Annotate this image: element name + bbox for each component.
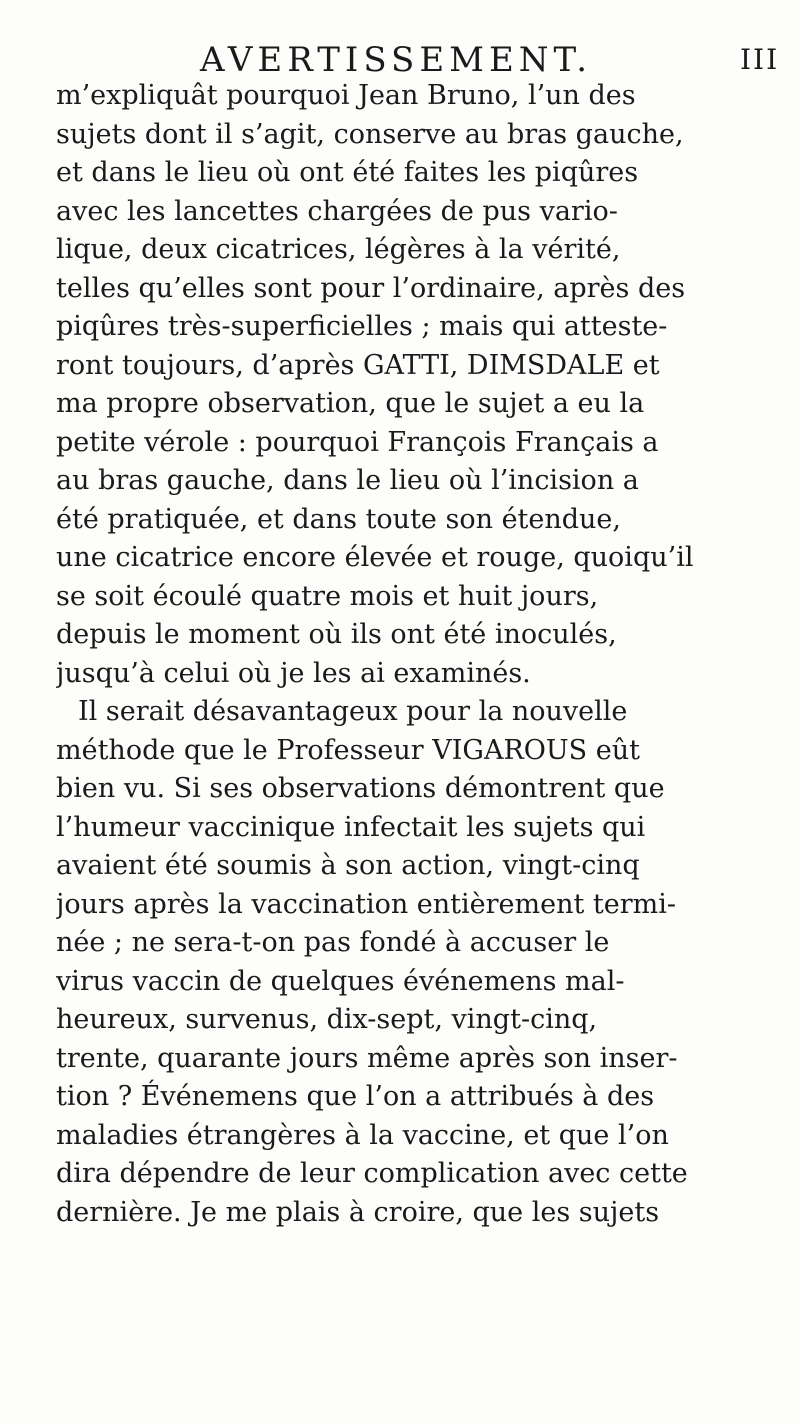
text-line: petite vérole : pourquoi François Français a xyxy=(56,426,659,458)
text-line: l’humeur vaccinique infectait les sujets qui xyxy=(56,811,646,843)
text-line: née ; ne sera-t-on pas fondé à accuser le xyxy=(56,927,610,958)
body-text xyxy=(56,77,756,1232)
text-line: dira dépendre de leur complication avec cette xyxy=(56,1158,688,1189)
text-line: au bras gauche, dans le lieu où l’incision a xyxy=(56,465,639,496)
text-line: telles qu’elles sont pour l’ordinaire, après des xyxy=(56,272,686,304)
running-head xyxy=(0,40,800,80)
text-line: trente, quarante jours même après son inser- xyxy=(56,1042,678,1074)
text-line: jusqu’à celui où je les ai examinés. xyxy=(56,657,531,689)
text-line: été pratiquée, et dans toute son étendue, xyxy=(56,503,621,535)
text-line: avaient été soumis à son action, vingt-cinq xyxy=(56,850,640,881)
text-line: sujets dont il s’agit, conserve au bras gauche, xyxy=(56,118,684,150)
running-title: AVERTISSEMENT. xyxy=(200,40,593,80)
text-line: se soit écoulé quatre mois et huit jours, xyxy=(56,580,599,612)
page-number: III xyxy=(740,43,780,76)
text-line: jours après la vaccination entièrement termi- xyxy=(56,888,677,920)
text-line: m’expliquât pourquoi Jean Bruno, l’un des xyxy=(56,80,636,111)
text-line: ma propre observation, que le sujet a eu la xyxy=(56,388,645,419)
text-line: et dans le lieu où ont été faites les piqûres xyxy=(56,157,639,188)
text-line: virus vaccin de quelques événemens mal- xyxy=(56,965,625,997)
text-line: méthode que le Professeur VIGAROUS eût xyxy=(56,734,640,766)
text-line: piqûres très-superficielles ; mais qui atteste- xyxy=(56,311,668,342)
paragraph-first-line: Il serait désavantageux pour la nouvelle xyxy=(78,696,628,727)
text-line: depuis le moment où ils ont été inoculés, xyxy=(56,619,617,650)
text-line: une cicatrice encore élevée et rouge, quoiqu’il xyxy=(56,542,694,573)
text-line: tion ? Événemens que l’on a attribués à des xyxy=(56,1081,655,1112)
text-line: ront toujours, d’après GATTI, DIMSDALE et xyxy=(56,349,660,381)
text-line: lique, deux cicatrices, légères à la vérité, xyxy=(56,234,621,265)
text-line: maladies étrangères à la vaccine, et que l’on xyxy=(56,1119,669,1151)
text-line: avec les lancettes chargées de pus vario- xyxy=(56,195,618,227)
text-line: dernière. Je me plais à croire, que les sujets xyxy=(56,1196,660,1228)
text-line: bien vu. Si ses observations démontrent que xyxy=(56,773,665,804)
text-line: heureux, survenus, dix-sept, vingt-cinq, xyxy=(56,1004,598,1035)
